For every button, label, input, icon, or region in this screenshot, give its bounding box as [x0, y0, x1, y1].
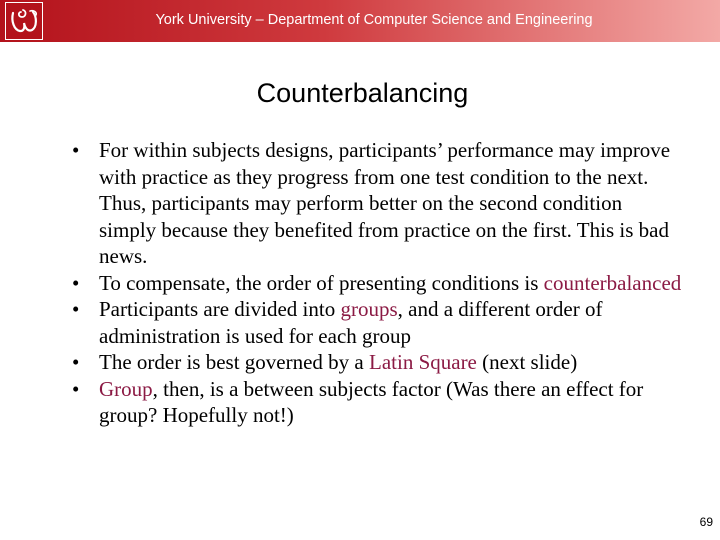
bullet-item-group-factor — [72, 376, 682, 429]
bullet-icon: • — [72, 376, 80, 401]
header-title: York University – Department of Computer Science and Engineering — [155, 12, 593, 28]
bullet-item-compensate — [72, 270, 682, 297]
bullet-text-continued: (next slide) — [476, 350, 578, 374]
highlight-term-groups: groups — [340, 297, 398, 321]
slide-title: Counterbalancing — [256, 78, 469, 108]
bullet-text: The order is best governed by a — [99, 350, 369, 374]
bullet-text: Participants are divided into — [99, 297, 341, 321]
bullet-item-practice-effects — [72, 137, 682, 270]
bullet-icon: • — [72, 350, 80, 374]
highlight-term-group: Group — [99, 376, 153, 401]
bullet-text: For within subjects designs, participants’ performance may improve with practice as they progress from one test condition to the next. Thus, participants may perform better on the second condition simply because they benefited from practice on the first. This is bad news. — [99, 138, 671, 268]
bullet-icon: • — [72, 138, 80, 162]
bullet-item-groups — [72, 296, 682, 349]
header-bar — [0, 0, 720, 42]
page-number: 69 — [699, 515, 713, 529]
highlight-term-counterbalanced: counterbalanced — [543, 270, 682, 295]
bullet-text: To compensate, the order of presenting conditions is — [99, 270, 544, 295]
bullet-icon: • — [72, 297, 80, 321]
bullet-item-latin-square — [72, 349, 682, 376]
bullet-icon: • — [72, 270, 80, 295]
highlight-term-latin-square: Latin Square — [369, 350, 477, 374]
bullet-list — [72, 137, 682, 429]
bullet-text-continued: , and a different order of administration is used for each group — [99, 297, 603, 348]
bullet-text: , then, is a between subjects factor (Was there an effect for group? Hopefully not!) — [99, 376, 644, 427]
